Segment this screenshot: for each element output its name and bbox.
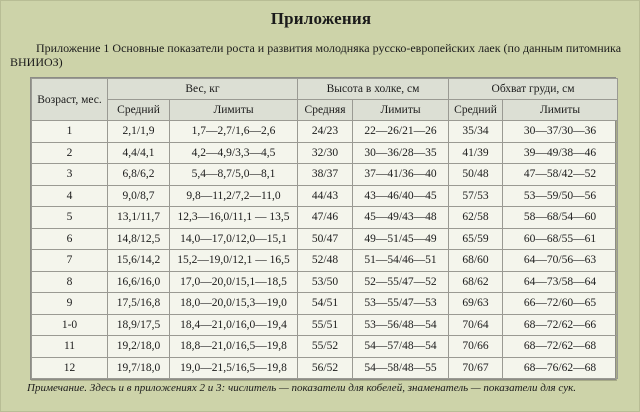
cell-weight-avg: 16,6/16,0 xyxy=(108,271,170,293)
cell-weight-limits: 18,0—20,0/15,3—19,0 xyxy=(170,293,298,315)
col-age-header: Возраст, мес. xyxy=(32,79,108,121)
cell-chest-avg: 35/34 xyxy=(449,121,503,143)
cell-weight-limits: 9,8—11,2/7,2—11,0 xyxy=(170,185,298,207)
cell-chest-avg: 70/66 xyxy=(449,336,503,358)
cell-weight-avg: 6,8/6,2 xyxy=(108,164,170,186)
table-row xyxy=(32,293,618,315)
subheader-weight-limits: Лимиты xyxy=(170,100,298,121)
cell-height-limits: 37—41/36—40 xyxy=(353,164,449,186)
subheader-weight-avg: Средний xyxy=(108,100,170,121)
table-row xyxy=(32,164,618,186)
cell-height-avg: 32/30 xyxy=(298,142,353,164)
cell-height-avg: 55/51 xyxy=(298,314,353,336)
cell-weight-limits: 17,0—20,0/15,1—18,5 xyxy=(170,271,298,293)
cell-chest-limits: 64—73/58—64 xyxy=(503,271,618,293)
cell-chest-limits: 58—68/54—60 xyxy=(503,207,618,229)
cell-weight-limits: 18,8—21,0/16,5—19,8 xyxy=(170,336,298,358)
footnote: Примечание. Здесь и в приложениях 2 и 3: числитель — показатели для кобелей, знаменатель — показатели для сук. xyxy=(27,382,577,394)
cell-weight-limits: 15,2—19,0/12,1 — 16,5 xyxy=(170,250,298,272)
cell-chest-avg: 65/59 xyxy=(449,228,503,250)
cell-height-limits: 52—55/47—52 xyxy=(353,271,449,293)
cell-age: 6 xyxy=(32,228,108,250)
table-row xyxy=(32,121,618,143)
cell-age: 1-0 xyxy=(32,314,108,336)
table-row xyxy=(32,228,618,250)
cell-height-limits: 45—49/43—48 xyxy=(353,207,449,229)
cell-weight-avg: 9,0/8,7 xyxy=(108,185,170,207)
cell-chest-limits: 66—72/60—65 xyxy=(503,293,618,315)
cell-weight-limits: 19,0—21,5/16,5—19,8 xyxy=(170,357,298,379)
cell-height-limits: 54—57/48—54 xyxy=(353,336,449,358)
cell-chest-avg: 62/58 xyxy=(449,207,503,229)
cell-height-avg: 38/37 xyxy=(298,164,353,186)
cell-age: 9 xyxy=(32,293,108,315)
subheader-chest-avg: Средний xyxy=(449,100,503,121)
subheader-height-avg: Средняя xyxy=(298,100,353,121)
cell-chest-limits: 30—37/30—36 xyxy=(503,121,618,143)
cell-chest-avg: 68/60 xyxy=(449,250,503,272)
cell-height-avg: 56/52 xyxy=(298,357,353,379)
table-row xyxy=(32,250,618,272)
cell-chest-avg: 70/67 xyxy=(449,357,503,379)
table-row xyxy=(32,207,618,229)
cell-height-limits: 53—55/47—53 xyxy=(353,293,449,315)
table-row xyxy=(32,314,618,336)
cell-weight-avg: 17,5/16,8 xyxy=(108,293,170,315)
cell-height-limits: 53—56/48—54 xyxy=(353,314,449,336)
cell-height-limits: 51—54/46—51 xyxy=(353,250,449,272)
cell-weight-avg: 14,8/12,5 xyxy=(108,228,170,250)
cell-chest-limits: 68—72/62—68 xyxy=(503,336,618,358)
table-row xyxy=(32,271,618,293)
cell-chest-limits: 47—58/42—52 xyxy=(503,164,618,186)
cell-weight-avg: 2,1/1,9 xyxy=(108,121,170,143)
cell-age: 2 xyxy=(32,142,108,164)
cell-weight-avg: 18,9/17,5 xyxy=(108,314,170,336)
cell-weight-avg: 19,2/18,0 xyxy=(108,336,170,358)
cell-height-avg: 47/46 xyxy=(298,207,353,229)
cell-weight-limits: 12,3—16,0/11,1 — 13,5 xyxy=(170,207,298,229)
table-header xyxy=(32,79,618,121)
col-height-header: Высота в холке, см xyxy=(298,79,449,100)
cell-height-avg: 44/43 xyxy=(298,185,353,207)
cell-chest-limits: 68—72/62—66 xyxy=(503,314,618,336)
cell-height-avg: 52/48 xyxy=(298,250,353,272)
subheader-chest-limits: Лимиты xyxy=(503,100,618,121)
cell-height-avg: 53/50 xyxy=(298,271,353,293)
cell-age: 1 xyxy=(32,121,108,143)
growth-table-container xyxy=(30,77,616,380)
cell-height-avg: 55/52 xyxy=(298,336,353,358)
table-row xyxy=(32,185,618,207)
cell-weight-avg: 13,1/11,7 xyxy=(108,207,170,229)
cell-height-limits: 22—26/21—26 xyxy=(353,121,449,143)
cell-chest-avg: 41/39 xyxy=(449,142,503,164)
cell-chest-avg: 68/62 xyxy=(449,271,503,293)
cell-height-avg: 24/23 xyxy=(298,121,353,143)
cell-age: 8 xyxy=(32,271,108,293)
cell-chest-avg: 69/63 xyxy=(449,293,503,315)
cell-weight-avg: 4,4/4,1 xyxy=(108,142,170,164)
cell-weight-avg: 19,7/18,0 xyxy=(108,357,170,379)
table-body xyxy=(32,121,618,379)
table-row xyxy=(32,336,618,358)
cell-age: 7 xyxy=(32,250,108,272)
cell-age: 12 xyxy=(32,357,108,379)
cell-age: 5 xyxy=(32,207,108,229)
cell-weight-avg: 15,6/14,2 xyxy=(108,250,170,272)
cell-age: 3 xyxy=(32,164,108,186)
cell-chest-limits: 39—49/38—46 xyxy=(503,142,618,164)
cell-height-limits: 54—58/48—55 xyxy=(353,357,449,379)
cell-age: 4 xyxy=(32,185,108,207)
cell-weight-limits: 4,2—4,9/3,3—4,5 xyxy=(170,142,298,164)
cell-height-limits: 30—36/28—35 xyxy=(353,142,449,164)
cell-height-limits: 49—51/45—49 xyxy=(353,228,449,250)
table-row xyxy=(32,357,618,379)
col-weight-header: Вес, кг xyxy=(108,79,298,100)
cell-chest-limits: 68—76/62—68 xyxy=(503,357,618,379)
cell-chest-avg: 70/64 xyxy=(449,314,503,336)
growth-table xyxy=(31,78,618,379)
cell-weight-limits: 5,4—8,7/5,0—8,1 xyxy=(170,164,298,186)
col-chest-header: Обхват груди, см xyxy=(449,79,618,100)
cell-weight-limits: 1,7—2,7/1,6—2,6 xyxy=(170,121,298,143)
cell-age: 11 xyxy=(32,336,108,358)
cell-weight-limits: 18,4—21,0/16,0—19,4 xyxy=(170,314,298,336)
appendix-caption: Приложение 1 Основные показатели роста и развития молодняка русско-европейских лаек (по данным питомника ВНИИОЗ) xyxy=(10,41,622,69)
cell-chest-avg: 57/53 xyxy=(449,185,503,207)
cell-chest-avg: 50/48 xyxy=(449,164,503,186)
table-row xyxy=(32,142,618,164)
cell-height-avg: 50/47 xyxy=(298,228,353,250)
cell-height-avg: 54/51 xyxy=(298,293,353,315)
cell-chest-limits: 64—70/56—63 xyxy=(503,250,618,272)
page-title: Приложения xyxy=(270,9,372,28)
cell-height-limits: 43—46/40—45 xyxy=(353,185,449,207)
cell-weight-limits: 14,0—17,0/12,0—15,1 xyxy=(170,228,298,250)
cell-chest-limits: 53—59/50—56 xyxy=(503,185,618,207)
cell-chest-limits: 60—68/55—61 xyxy=(503,228,618,250)
subheader-height-limits: Лимиты xyxy=(353,100,449,121)
